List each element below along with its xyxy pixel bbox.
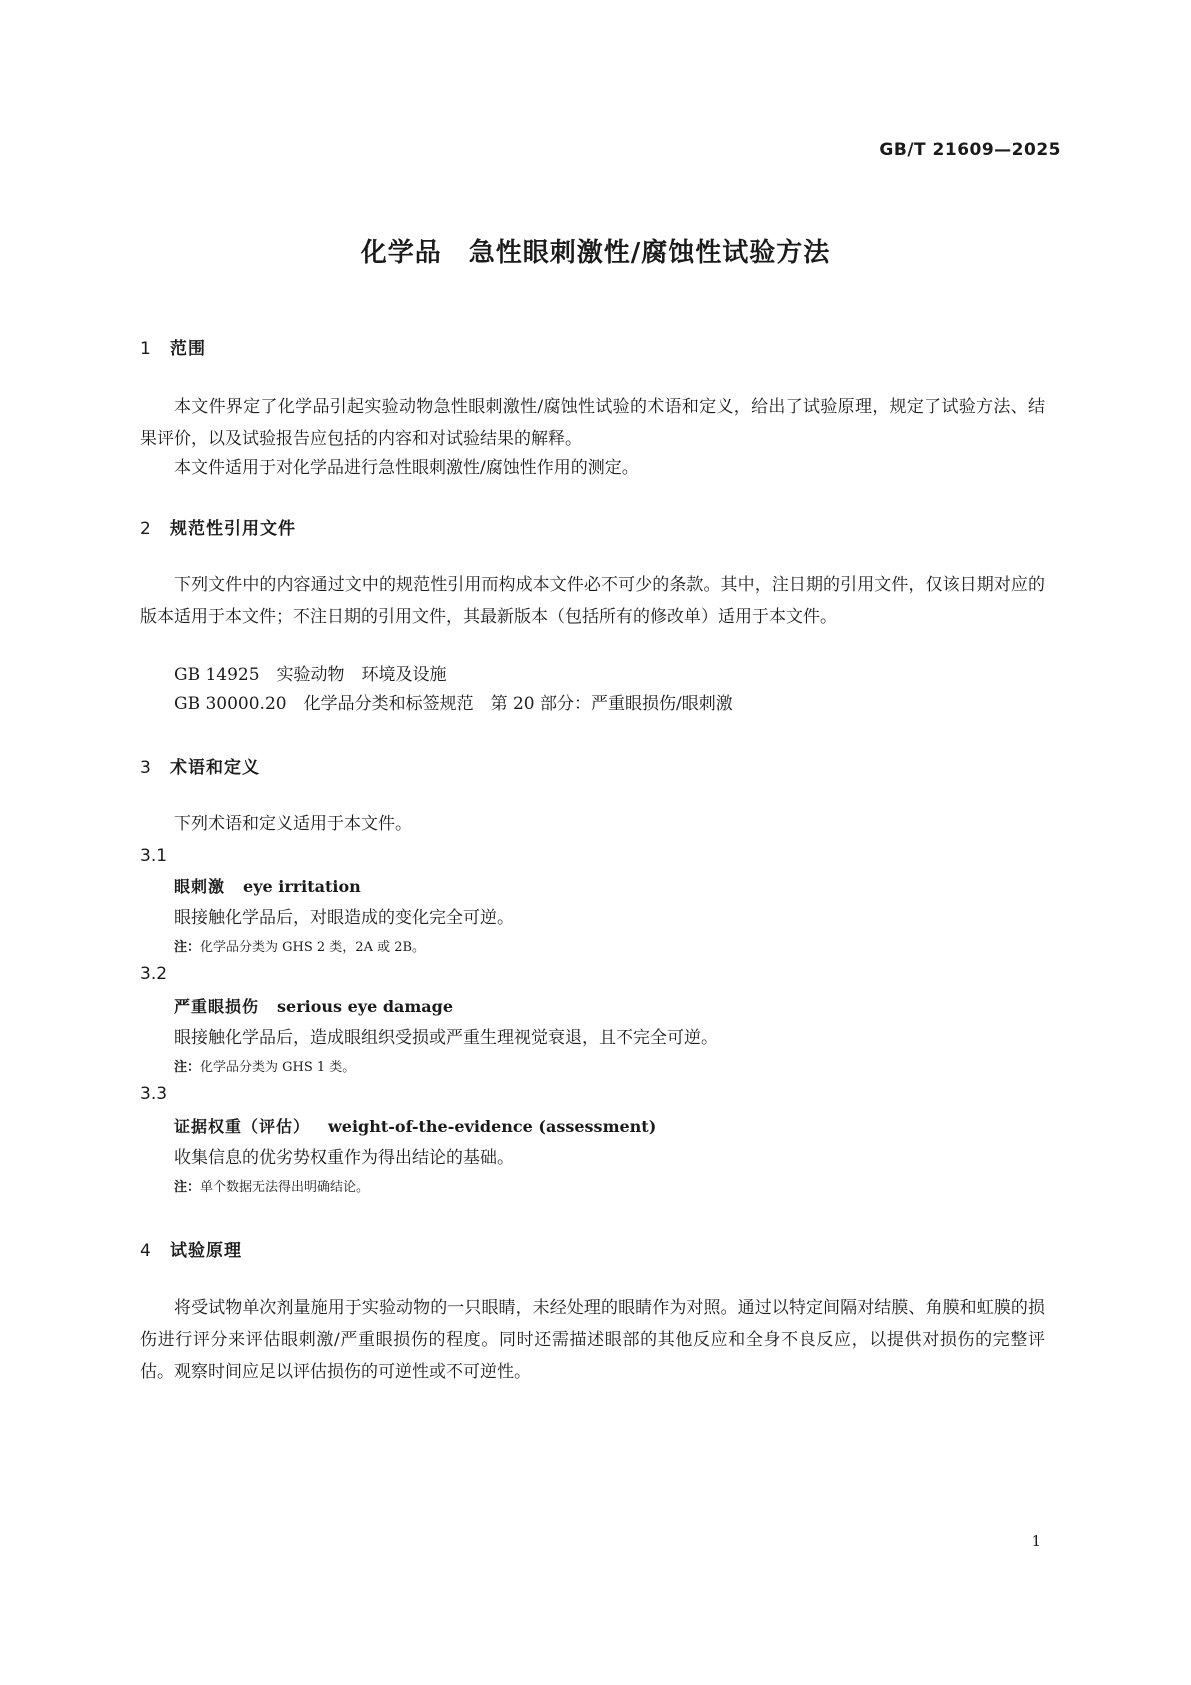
term-title [174, 1114, 656, 1137]
note-text: 单个数据无法得出明确结论。 [200, 1180, 370, 1195]
term-definition: 收集信息的优劣势权重作为得出结论的基础。 [174, 1148, 514, 1168]
term-en: serious eye damage [277, 997, 454, 1016]
document-title: 化学品 急性眼刺激性/腐蚀性试验方法 [360, 238, 831, 268]
term-en: eye irritation [243, 877, 361, 896]
section-number: 1 [140, 339, 152, 359]
term-definition: 眼接触化学品后，对眼造成的变化完全可逆。 [174, 908, 514, 928]
section-4-paragraph-1: 将受试物单次剂量施用于实验动物的一只眼睛，未经处理的眼睛作为对照。通过以特定间隔对结膜、角膜和虹膜的损伤进行评分来评估眼刺激/严重眼损伤的程度。同时还需描述眼部的其他反应和全身不良反应，以提供对损伤的完整评估。观察时间应足以评估损伤的可逆性或不可逆性。 [140, 1298, 1045, 1382]
term-title [174, 874, 361, 897]
term-number: 3.2 [140, 964, 168, 984]
term-title [174, 994, 453, 1017]
terms-intro: 下列术语和定义适用于本文件。 [174, 814, 412, 834]
term-note [174, 936, 425, 955]
reference-item: GB 14925 实验动物 环境及设施 [174, 665, 447, 685]
term-zh: 严重眼损伤 [174, 997, 260, 1016]
section-title: 术语和定义 [170, 758, 260, 778]
section-4-heading [140, 1236, 242, 1261]
note-text: 化学品分类为 GHS 1 类。 [200, 1060, 356, 1075]
term-zh: 眼刺激 [174, 877, 226, 896]
note-label: 注： [174, 1060, 201, 1075]
section-number: 3 [140, 758, 152, 778]
term-zh: 证据权重（评估） [174, 1117, 311, 1136]
section-number: 2 [140, 519, 152, 539]
section-2-paragraph-1: 下列文件中的内容通过文中的规范性引用而构成本文件必不可少的条款。其中，注日期的引用文件，仅该日期对应的版本适用于本文件；不注日期的引用文件，其最新版本（包括所有的修改单）适用于本文件。 [140, 575, 1045, 627]
page-number: 1 [1031, 1532, 1041, 1550]
section-title: 试验原理 [170, 1241, 242, 1261]
term-number: 3.3 [140, 1084, 168, 1104]
term-en: weight-of-the-evidence (assessment) [328, 1117, 657, 1136]
note-label: 注： [174, 1180, 201, 1195]
term-note [174, 1056, 355, 1075]
section-1-paragraph-1: 本文件界定了化学品引起实验动物急性眼刺激性/腐蚀性试验的术语和定义，给出了试验原理，规定了试验方法、结果评价，以及试验报告应包括的内容和对试验结果的解释。 [140, 397, 1045, 449]
term-definition: 眼接触化学品后，造成眼组织受损或严重生理视觉衰退，且不完全可逆。 [174, 1028, 718, 1048]
section-number: 4 [140, 1241, 152, 1261]
term-note [174, 1176, 369, 1195]
note-label: 注： [174, 940, 201, 955]
section-1-paragraph-2: 本文件适用于对化学品进行急性眼刺激性/腐蚀性作用的测定。 [174, 458, 639, 478]
section-title: 范围 [170, 339, 206, 359]
section-2-heading [140, 514, 296, 539]
section-title: 规范性引用文件 [170, 519, 296, 539]
section-3-heading [140, 753, 260, 778]
standard-code: GB/T 21609—2025 [879, 140, 1061, 160]
note-text: 化学品分类为 GHS 2 类，2A 或 2B。 [200, 940, 426, 955]
term-number: 3.1 [140, 846, 168, 866]
section-1-heading [140, 334, 206, 359]
reference-item: GB 30000.20 化学品分类和标签规范 第 20 部分：严重眼损伤/眼刺激 [174, 694, 733, 714]
